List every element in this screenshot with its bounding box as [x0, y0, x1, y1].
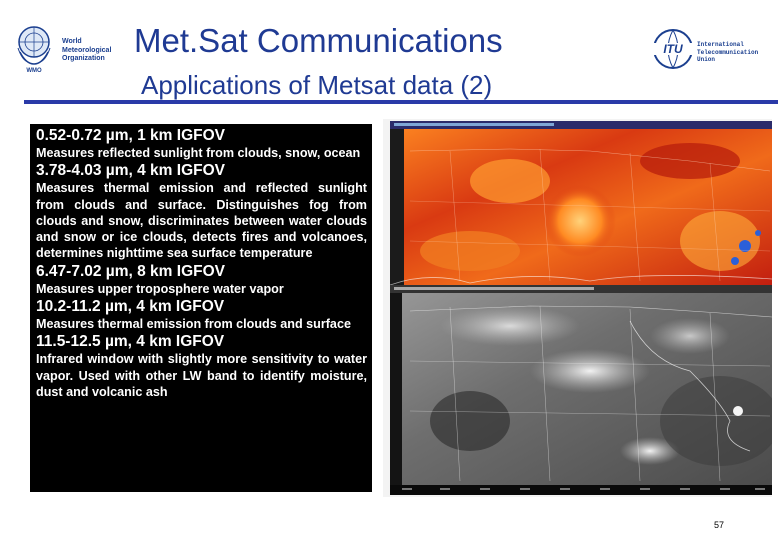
band-description-panel: [30, 124, 372, 492]
wmo-logo-icon: [14, 22, 54, 74]
itu-name-line: Union: [697, 56, 716, 64]
itu-name-line: Telecommunication: [697, 48, 759, 56]
wmo-name: [62, 38, 132, 64]
itu-name: [697, 41, 758, 64]
page-title: Met.Sat Communications: [134, 22, 503, 59]
band-description: Measures thermal emission from clouds and surface: [36, 317, 351, 332]
satellite-imagery: [390, 121, 772, 495]
band-heading: 0.52-0.72 µm, 1 km IGFOV: [36, 127, 225, 144]
band-description: Measures upper troposphere water vapor: [36, 281, 284, 296]
itu-abbrev: ITU: [663, 42, 683, 56]
wmo-name-line: Meteorological: [62, 46, 112, 54]
page-number: 57: [714, 520, 725, 530]
band-heading: 3.78-4.03 µm, 4 km IGFOV: [36, 162, 225, 180]
itu-logo-icon: [650, 26, 696, 72]
band-description: Measures thermal emission and reflected sunlight from clouds and surface. Distinguishes fog from clouds and snow, discriminates between water clouds and snow or ice clouds, detects fires and volcanoes, determines nighttime sea surface temperature: [36, 181, 367, 261]
band-description: Measures reflected sunlight from clouds, snow, ocean: [36, 146, 361, 160]
band-heading: 6.47-7.02 µm, 8 km IGFOV: [36, 262, 225, 280]
wmo-abbrev: WMO: [26, 68, 42, 74]
itu-name-line: International: [697, 41, 744, 48]
band-heading: 11.5-12.5 µm, 4 km IGFOV: [36, 333, 225, 351]
satellite-image-3.9um: [390, 121, 772, 285]
wmo-name-line: World: [62, 38, 82, 45]
page-subtitle: Applications of Metsat data (2): [141, 70, 493, 100]
satellite-image-water-vapor: [390, 285, 772, 495]
title-divider: [24, 100, 778, 104]
band-description: Infrared window with slightly more sensitivity to water vapor. Used with other LW band to identify moisture, dust and volcanic ash: [36, 352, 367, 399]
wmo-name-line: Organization: [62, 55, 105, 63]
band-heading: 10.2-11.2 µm, 4 km IGFOV: [36, 298, 225, 316]
